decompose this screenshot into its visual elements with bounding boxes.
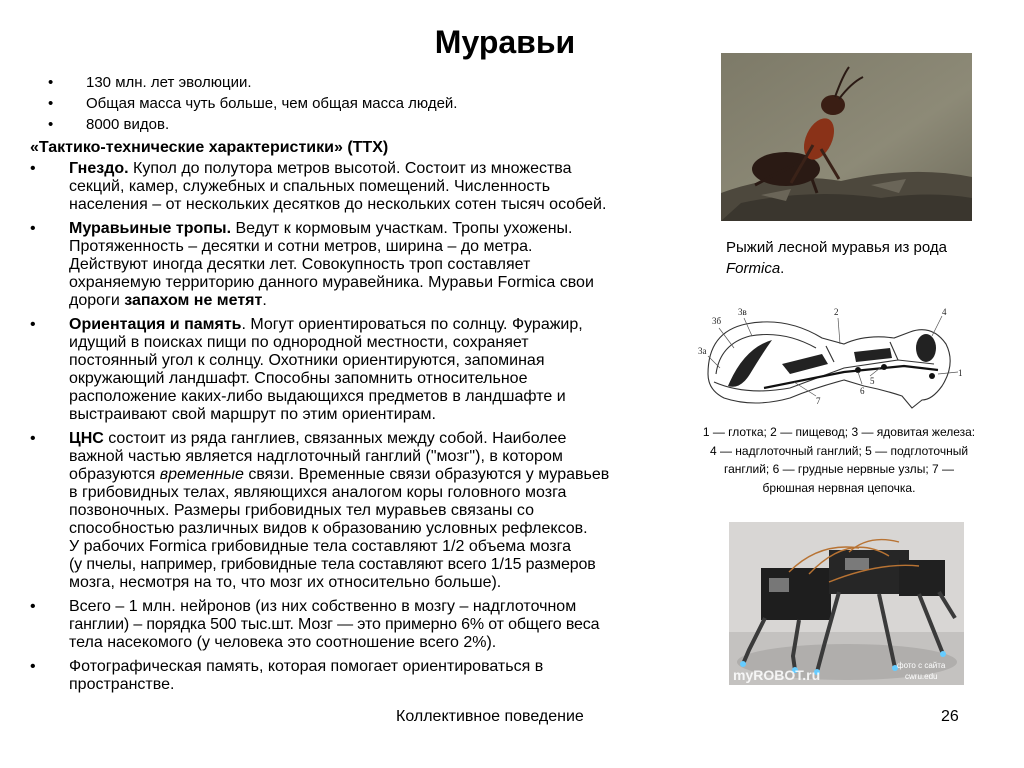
diagram-label: 5: [870, 376, 875, 386]
bullet: •: [30, 430, 36, 447]
item-cns: • ЦНС состоит из ряда ганглиев, связанных между собой. Наиболее важной частью является надглоточный ганглий ("мозг"), в котором образуются временные связи. Временные связи образуются у муравьев в грибовидных телах, являющихся аналогом коры головного мозга позвоночных. Размеры грибовидных тел муравьев связаны со способностью различных видов к образованию условных рефлексов. У рабочих Formica грибовидные тела составляют 1/2 объема мозга (у пчелы, например, грибовидные тела составляют всего 1/15 размеров мозга, несмотря на то, что мозг их относительно больше).: [30, 430, 610, 591]
diagram-label: 3б: [712, 316, 722, 326]
item-nest: • Гнездо. Купол до полутора метров высотой. Состоит из множества секций, камер, служебных и спальных помещений. Численность населения – от нескольких десятков до нескольких сотен тысяч особей.: [30, 160, 607, 213]
robot-ant-photo: [729, 522, 964, 685]
bullet: •: [30, 160, 36, 177]
list-item: • 8000 видов.: [48, 116, 170, 133]
bullet: •: [30, 598, 36, 615]
bullet: •: [48, 116, 54, 133]
credit-text: cwru.edu: [905, 672, 938, 681]
item-orientation: • Ориентация и память. Могут ориентироваться по солнцу. Фуражир, идущий в поисках пищи по однородной местности, сохраняет постоянный угол к солнцу. Охотники ориентируются, запоминая окружающий ландшафт. Способны запомнить относительное расположение каких-либо выдающихся предметов в ландшафте и выстраивают свой маршрут по этим ориентирам.: [30, 316, 583, 423]
credit-text: фото с сайта: [897, 661, 946, 670]
bullet: •: [30, 658, 36, 675]
page-title: Муравьи: [434, 24, 576, 60]
bullet: •: [30, 220, 36, 237]
intro-list: [48, 72, 457, 135]
ant-nervous-system-diagram: [694, 304, 970, 416]
footer-title: Коллективное поведение: [396, 708, 584, 725]
watermark-text: myROBOT.ru: [733, 667, 821, 683]
diagram-caption: 1 — глотка; 2 — пищевод; 3 — ядовитая железа: 4 — надглоточный ганглий; 5 — подглоточный ганглий; 6 — грудные нервные узлы; 7 — брюшная нервная цепочка.: [702, 425, 976, 495]
diagram-label: 6: [860, 386, 865, 396]
diagram-label: 2: [834, 307, 839, 317]
photo-caption: Рыжий лесной муравья из рода Formica.: [726, 239, 947, 277]
bullet: •: [48, 95, 54, 112]
item-trails: • Муравьиные тропы. Ведут к кормовым участкам. Тропы ухожены. Протяженность – десятки и сотни метров, ширина – до метра. Действуют иногда десятки лет. Совокупность троп составляет охраняемую территорию данного муравейника. Муравьи Formica свои дороги запахом не метят.: [30, 220, 594, 309]
diagram-label: 7: [816, 396, 821, 406]
ant-photo: [721, 53, 972, 221]
bullet: •: [48, 74, 54, 91]
diagram-label: 1: [958, 368, 963, 378]
diagram-label: 3в: [738, 307, 747, 317]
bullet: •: [30, 316, 36, 333]
list-item: • 130 млн. лет эволюции.: [48, 74, 252, 91]
diagram-label: 3а: [698, 346, 707, 356]
page-number: 26: [941, 708, 959, 725]
diagram-label: 4: [942, 307, 947, 317]
list-item: • Общая масса чуть больше, чем общая масса людей.: [48, 95, 458, 112]
item-neurons: • Всего – 1 млн. нейронов (из них собственно в мозгу – надглоточном ганглии) – порядка 500 тыс.шт. Мозг — это примерно 6% от общего веса тела насекомого (у человека это соотношение всего 2%).: [30, 598, 600, 651]
ttx-list: [30, 160, 710, 700]
item-memory: • Фотографическая память, которая помогает ориентироваться в пространстве.: [30, 658, 544, 693]
ttx-heading: «Тактико-технические характеристики» (ТТХ): [30, 139, 389, 156]
